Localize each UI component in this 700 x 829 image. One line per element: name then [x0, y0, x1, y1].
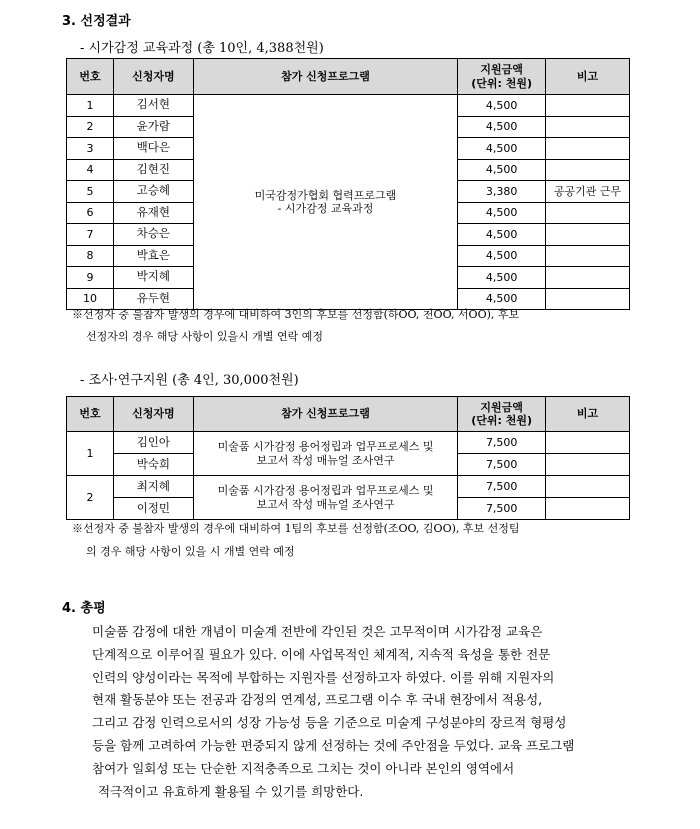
- remarks: 공공기관 근무: [546, 181, 630, 203]
- header-amount: 지원금액 (단위: 천원): [458, 397, 546, 432]
- program-name: 미술품 시가감정 용어정립과 업무프로세스 및 보고서 작성 매뉴얼 조사연구: [193, 476, 457, 520]
- support-amount: 4,500: [458, 288, 546, 310]
- remarks: [546, 454, 630, 476]
- support-amount: 7,500: [458, 432, 546, 454]
- applicant-name: 최지혜: [113, 476, 193, 498]
- support-amount: 7,500: [458, 498, 546, 520]
- header-program: 참가 신청프로그램: [193, 59, 457, 95]
- paragraph-line: 현재 활동분야 또는 전공과 감정의 연계성, 프로그램 이수 후 국내 현장에서 적용성,: [92, 692, 543, 708]
- remarks: [546, 476, 630, 498]
- paragraph-line: 인력의 양성이라는 목적에 부합하는 지원자를 선정하고자 하였다. 이를 위해 지원자의: [92, 669, 555, 685]
- subheading-education: - 시가감정 교육과정 (총 10인, 4,388천원): [80, 41, 324, 56]
- header-applicant: 신청자명: [113, 59, 193, 95]
- applicant-name: 박효은: [113, 245, 193, 267]
- paragraph-line: 단계적으로 이루어질 필요가 있다. 이에 사업목적인 체계적, 지속적 육성을 통한 전문: [92, 646, 551, 662]
- applicant-name: 백다은: [113, 138, 193, 160]
- header-remarks: 비고: [546, 59, 630, 95]
- footnote-research-2: 의 경우 해당 사항이 있을 시 개별 연락 예정: [86, 545, 295, 558]
- program-name: 미술품 시가감정 용어정립과 업무프로세스 및 보고서 작성 매뉴얼 조사연구: [193, 432, 457, 476]
- row-number: 1: [67, 95, 114, 117]
- row-number: 7: [67, 224, 114, 246]
- applicant-name: 유재현: [113, 202, 193, 224]
- applicant-name: 차승은: [113, 224, 193, 246]
- remarks: [546, 138, 630, 160]
- support-amount: 4,500: [458, 159, 546, 181]
- support-amount: 4,500: [458, 202, 546, 224]
- header-remarks: 비고: [546, 397, 630, 432]
- support-amount: 4,500: [458, 95, 546, 117]
- applicant-name: 유두현: [113, 288, 193, 310]
- table-header-row: [67, 397, 630, 432]
- paragraph-line: 참여가 일회성 또는 단순한 지적충족으로 그치는 것이 아니라 본인의 영역에서: [92, 760, 515, 776]
- applicant-name: 고승혜: [113, 181, 193, 203]
- support-amount: 4,500: [458, 245, 546, 267]
- header-amount: 지원금액 (단위: 천원): [458, 59, 546, 95]
- remarks: [546, 498, 630, 520]
- team-number: 1: [67, 432, 114, 476]
- header-number: 번호: [67, 59, 114, 95]
- applicant-name: 김인아: [113, 432, 193, 454]
- remarks: [546, 267, 630, 289]
- footnote-research-1: ※선정자 중 불참자 발생의 경우에 대비하여 1팀의 후보를 선정함(조OO, 김OO), 후보 선정팀: [72, 522, 520, 535]
- remarks: [546, 95, 630, 117]
- row-number: 5: [67, 181, 114, 203]
- table-header-row: [67, 59, 630, 95]
- row-number: 8: [67, 245, 114, 267]
- table-row: [67, 432, 630, 454]
- remarks: [546, 116, 630, 138]
- applicant-name: 박지혜: [113, 267, 193, 289]
- remarks: [546, 432, 630, 454]
- team-number: 2: [67, 476, 114, 520]
- footnote-education-2: 선정자의 경우 해당 사항이 있을시 개별 연락 예정: [86, 330, 323, 343]
- section-4-heading: 4. 총평: [62, 601, 106, 616]
- education-table: [66, 58, 630, 310]
- applicant-name: 윤가람: [113, 116, 193, 138]
- support-amount: 7,500: [458, 476, 546, 498]
- header-applicant: 신청자명: [113, 397, 193, 432]
- row-number: 9: [67, 267, 114, 289]
- table-row: [67, 476, 630, 498]
- review-paragraph: [92, 621, 652, 803]
- row-number: 10: [67, 288, 114, 310]
- remarks: [546, 159, 630, 181]
- applicant-name: 이정민: [113, 498, 193, 520]
- section-3-heading: 3. 선정결과: [62, 14, 131, 29]
- footnote-education-1: ※선정자 중 불참자 발생의 경우에 대비하여 3인의 후보를 선정함(하OO, 천OO, 서OO), 후보: [72, 308, 520, 321]
- paragraph-line: 미술품 감정에 대한 개념이 미술계 전반에 각인된 것은 고무적이며 시가감정 교육은: [92, 624, 543, 639]
- applicant-name: 박숙희: [113, 454, 193, 476]
- research-table: [66, 396, 630, 520]
- paragraph-line: 등을 함께 고려하여 가능한 편중되지 않게 선정하는 것에 주안점을 두었다. 교육 프로그램: [92, 737, 575, 753]
- support-amount: 7,500: [458, 454, 546, 476]
- table-row: [67, 95, 630, 117]
- remarks: [546, 224, 630, 246]
- remarks: [546, 245, 630, 267]
- row-number: 2: [67, 116, 114, 138]
- row-number: 6: [67, 202, 114, 224]
- program-name: 미국감정가협회 협력프로그램 - 시가감정 교육과정: [193, 95, 457, 310]
- support-amount: 3,380: [458, 181, 546, 203]
- support-amount: 4,500: [458, 267, 546, 289]
- applicant-name: 김현진: [113, 159, 193, 181]
- support-amount: 4,500: [458, 224, 546, 246]
- paragraph-line: 적극적이고 유효하게 활용될 수 있기를 희망한다.: [98, 783, 364, 799]
- header-number: 번호: [67, 397, 114, 432]
- applicant-name: 김서현: [113, 95, 193, 117]
- subheading-research: - 조사·연구지원 (총 4인, 30,000천원): [80, 373, 299, 388]
- support-amount: 4,500: [458, 116, 546, 138]
- remarks: [546, 202, 630, 224]
- header-program: 참가 신청프로그램: [193, 397, 457, 432]
- paragraph-line: 그리고 감정 인력으로서의 성장 가능성 등을 기준으로 미술계 구성분야의 장르적 형평성: [92, 715, 567, 731]
- row-number: 4: [67, 159, 114, 181]
- remarks: [546, 288, 630, 310]
- row-number: 3: [67, 138, 114, 160]
- support-amount: 4,500: [458, 138, 546, 160]
